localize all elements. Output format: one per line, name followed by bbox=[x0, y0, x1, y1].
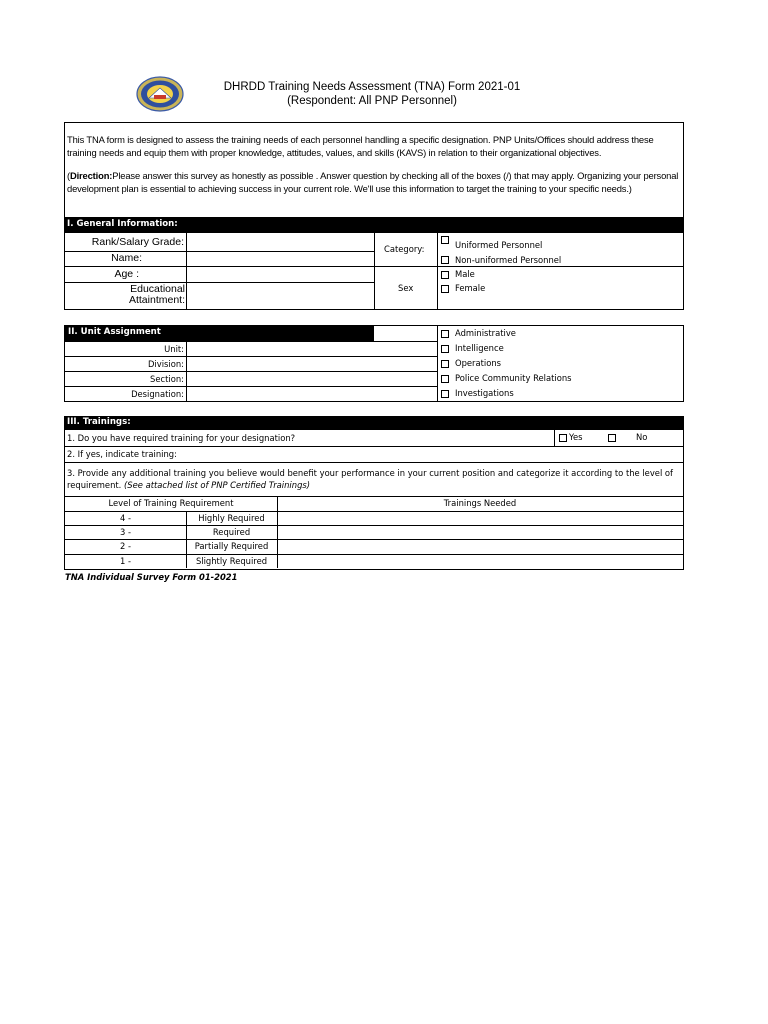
level-3-label: Required bbox=[212, 527, 251, 537]
category-label: Category: bbox=[384, 244, 425, 254]
level-2-trainings-field[interactable] bbox=[278, 540, 682, 553]
pcr-option: Police Community Relations bbox=[455, 373, 572, 383]
no-checkbox[interactable] bbox=[608, 434, 616, 442]
administrative-option: Administrative bbox=[455, 328, 516, 338]
male-checkbox[interactable] bbox=[441, 271, 449, 279]
uniformed-checkbox[interactable] bbox=[441, 236, 449, 244]
operations-checkbox[interactable] bbox=[441, 360, 449, 368]
division-field[interactable] bbox=[187, 357, 436, 370]
direction-open-paren: ( bbox=[67, 170, 70, 181]
section-unit-heading: II. Unit Assignment bbox=[65, 326, 374, 341]
col-level-header: Level of Training Requirement bbox=[108, 498, 234, 508]
designation-field[interactable] bbox=[187, 387, 436, 400]
male-option: Male bbox=[455, 269, 475, 279]
investigations-checkbox[interactable] bbox=[441, 390, 449, 398]
division-label: Division: bbox=[147, 359, 184, 369]
sex-label: Sex bbox=[398, 283, 414, 293]
level-3-number: 3 - bbox=[119, 527, 131, 537]
non-uniformed-checkbox[interactable] bbox=[441, 256, 449, 264]
level-1-number: 1 - bbox=[119, 556, 131, 566]
education-field[interactable] bbox=[187, 283, 373, 309]
form-title: DHRDD Training Needs Assessment (TNA) Form 2021-01 bbox=[223, 81, 521, 93]
pcr-checkbox[interactable] bbox=[441, 375, 449, 383]
footer-form-id: TNA Individual Survey Form 01-2021 bbox=[65, 572, 238, 582]
education-label-line1: Educational bbox=[130, 283, 185, 295]
education-label-line2: Attaintment: bbox=[128, 294, 185, 306]
level-4-number: 4 - bbox=[119, 513, 131, 523]
uniformed-option: Uniformed Personnel bbox=[455, 240, 543, 250]
level-2-label: Partially Required bbox=[194, 541, 269, 551]
unit-field[interactable] bbox=[187, 342, 436, 355]
name-label: Name: bbox=[111, 252, 142, 264]
intelligence-checkbox[interactable] bbox=[441, 345, 449, 353]
unit-label: Unit: bbox=[164, 344, 184, 354]
section-field[interactable] bbox=[187, 372, 436, 385]
investigations-option: Investigations bbox=[455, 388, 514, 398]
female-option: Female bbox=[455, 283, 486, 293]
question-3-text: 3. Provide any additional training you believe would benefit your performance in your current position and categorize it according to the level of requirement. bbox=[67, 468, 673, 490]
form-subtitle: (Respondent: All PNP Personnel) bbox=[287, 95, 457, 107]
intelligence-option: Intelligence bbox=[455, 343, 504, 353]
question-2: 2. If yes, indicate training: bbox=[67, 449, 177, 459]
designation-label: Designation: bbox=[131, 389, 184, 399]
female-checkbox[interactable] bbox=[441, 285, 449, 293]
age-label: Age : bbox=[114, 268, 139, 280]
age-field[interactable] bbox=[187, 267, 373, 281]
non-uniformed-option: Non-uniformed Personnel bbox=[455, 255, 562, 265]
trainings-table bbox=[64, 430, 684, 570]
administrative-checkbox[interactable] bbox=[441, 330, 449, 338]
level-4-label: Highly Required bbox=[198, 513, 265, 523]
section-general-heading: I. General Information: bbox=[64, 217, 684, 232]
unit-assignment-table bbox=[64, 325, 684, 402]
education-label bbox=[65, 284, 185, 306]
section-label: Section: bbox=[150, 374, 184, 384]
level-4-trainings-field[interactable] bbox=[278, 512, 682, 524]
name-field[interactable] bbox=[187, 252, 373, 265]
col-needed-header: Trainings Needed bbox=[443, 498, 517, 508]
level-3-trainings-field[interactable] bbox=[278, 526, 682, 538]
question-3-note: (See attached list of PNP Certified Trainings) bbox=[124, 480, 311, 490]
rank-label: Rank/Salary Grade: bbox=[91, 236, 184, 248]
general-info-table bbox=[64, 232, 684, 310]
direction-text: Please answer this survey as honestly as possible . Answer question by checking all of the boxes (/) that may apply. Organizing your personal development plan is essential to achieving success in your current role. We'll use this information to target the training to your specific needs.) bbox=[67, 170, 679, 194]
intro-paragraph: This TNA form is designed to assess the training needs of each personnel handling a specific designation. PNP Units/Offices should address these training needs and equip them with proper knowledge, attitudes, values, and skills (KAVS) in relation to their organizational objectives. bbox=[67, 134, 654, 158]
no-label: No bbox=[636, 432, 648, 442]
level-1-label: Slightly Required bbox=[195, 556, 268, 566]
yes-checkbox[interactable] bbox=[559, 434, 567, 442]
direction-paragraph bbox=[67, 170, 681, 195]
intro-box bbox=[64, 122, 684, 217]
yes-label: Yes bbox=[569, 432, 583, 442]
operations-option: Operations bbox=[455, 358, 502, 368]
section-trainings-heading: III. Trainings: bbox=[64, 416, 684, 430]
direction-label: Direction: bbox=[69, 170, 113, 181]
rank-field[interactable] bbox=[187, 234, 373, 250]
question-3 bbox=[67, 467, 683, 491]
level-1-trainings-field[interactable] bbox=[278, 555, 682, 567]
question-1: 1. Do you have required training for your designation? bbox=[67, 433, 296, 443]
level-2-number: 2 - bbox=[119, 541, 131, 551]
